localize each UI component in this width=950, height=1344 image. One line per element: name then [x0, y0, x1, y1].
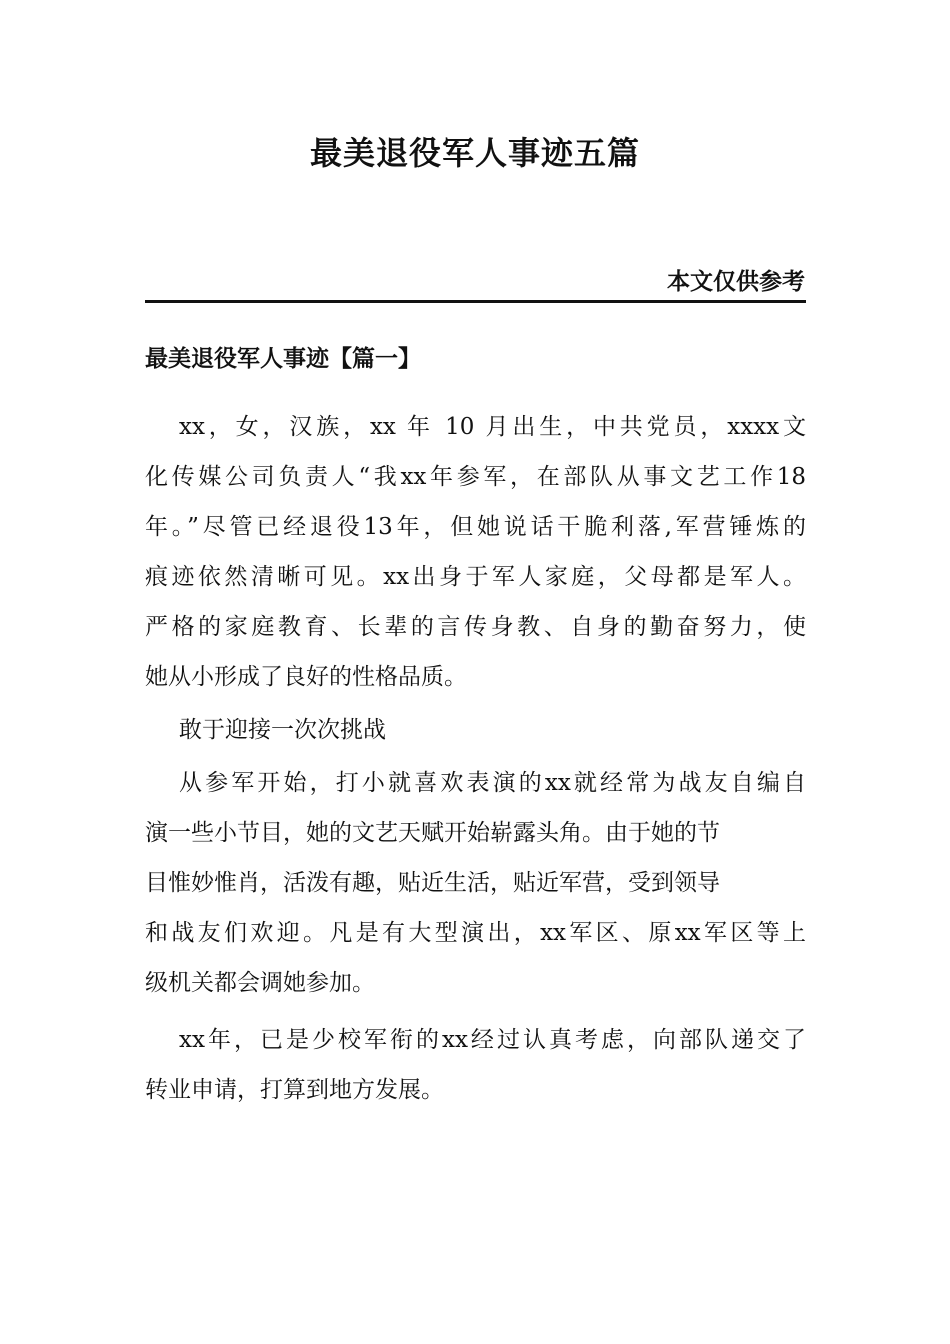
paragraph-line: 从参军开始，打小就喜欢表演的xx就经常为战友自编自 — [179, 770, 806, 796]
paragraph-line: 严格的家庭教育、长辈的言传身教、自身的勤奋努力，使 — [145, 614, 806, 640]
paragraph-line: 和战友们欢迎。凡是有大型演出，xx军区、原xx军区等上 — [145, 920, 806, 946]
paragraph-line: 演一些小节目，她的文艺天赋开始崭露头角。由于她的节 — [145, 820, 720, 846]
subheading-block — [145, 705, 806, 755]
section-heading: 最美退役军人事迹【篇一】 — [145, 345, 421, 372]
paragraph-line: 目惟妙惟肖，活泼有趣，贴近生活，贴近军营，受到领导 — [145, 870, 720, 896]
paragraph-line: 年。”尽管已经退役13年，但她说话干脆利落,军营锤炼的 — [145, 514, 806, 540]
paragraph-line: xx年，已是少校军衔的xx经过认真考虑，向部队递交了 — [179, 1027, 806, 1053]
paragraph-line: 转业申请，打算到地方发展。 — [145, 1077, 444, 1103]
paragraph-line: 她从小形成了良好的性格品质。 — [145, 664, 467, 690]
reference-note: 本文仅供参考 — [667, 268, 805, 295]
subheading: 敢于迎接一次次挑战 — [179, 717, 386, 743]
paragraph-line: 痕迹依然清晰可见。xx出身于军人家庭，父母都是军人。 — [145, 564, 806, 590]
header-divider — [145, 300, 806, 303]
paragraph-1 — [145, 402, 806, 702]
paragraph-line: 化传媒公司负责人“我xx年参军，在部队从事文艺工作18 — [145, 464, 806, 490]
paragraph-3 — [145, 1015, 806, 1115]
document-title: 最美退役军人事迹五篇 — [309, 134, 640, 172]
paragraph-line: 级机关都会调她参加。 — [145, 970, 375, 996]
paragraph-line: xx，女，汉族，xx 年 10 月出生，中共党员，xxxx文 — [179, 414, 806, 440]
paragraph-2 — [145, 758, 806, 1008]
